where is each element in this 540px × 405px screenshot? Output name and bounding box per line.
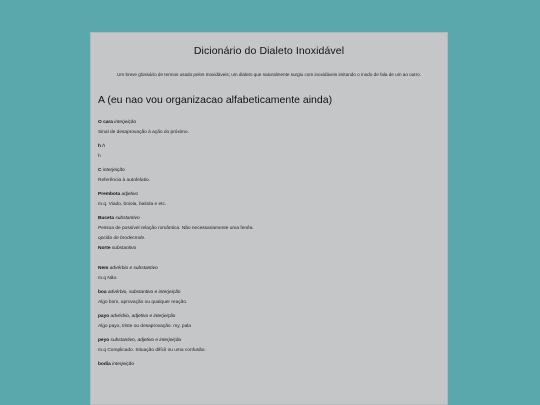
entry-pos: interjeição — [114, 120, 137, 125]
glossary-entry — [98, 314, 440, 330]
entry-word: h — [98, 144, 101, 149]
entry-word: Nem — [98, 266, 109, 271]
glossary-entry — [98, 362, 440, 368]
entry-definition: Referência à autofelatio. — [98, 178, 150, 183]
entry-definition: m.q Complicado. Situação difícil ou uma confusão. — [98, 348, 206, 353]
entry-word: bodia — [98, 362, 111, 367]
entry-example: opcião de brodecmde. — [98, 236, 146, 241]
entry-pos: adjetivo — [121, 192, 139, 197]
entry-definition: Sinal de desaprovação à ação do próximo. — [98, 130, 189, 135]
entry-pos: advérbio e substantivo — [109, 266, 158, 271]
glossary-entry — [98, 192, 440, 208]
entry-word: O cara — [98, 120, 113, 125]
glossary-entry — [98, 290, 440, 306]
page-title: Dicionário do Dialeto Inoxidável — [193, 45, 345, 57]
intro-text: Um breve glossário de termos usado pelos Inoxidáveis; um dialeto que naturalmente surgiu com inoxidáveis imitando o modo de fala de um ao outro. — [117, 72, 421, 77]
entry-definition: Pessoa de possível relação romântica. Não necessariamente uma fenêa. — [98, 226, 254, 231]
glossary-entry — [98, 120, 440, 136]
glossary-entry — [98, 168, 440, 184]
entry-word: Norte — [98, 246, 111, 251]
glossary-entry — [98, 266, 440, 282]
entry-word: peyo — [98, 338, 110, 343]
glossary-entry — [98, 216, 440, 242]
section-heading: A (eu nao vou organizacao alfabeticamente ainda) — [98, 94, 333, 106]
entry-definition: Algo bom, aprovação ou qualquer reação. — [98, 300, 188, 305]
entry-pos: h — [102, 144, 105, 149]
entry-pos: advérbio, substantivo e interjeição — [107, 290, 181, 295]
entry-word: Prembota — [98, 192, 121, 197]
glossary-entry — [98, 144, 440, 160]
entry-word: Buceta — [98, 216, 114, 221]
entry-word: boa — [98, 290, 107, 295]
entry-pos: interjeição — [112, 362, 135, 367]
entry-definition: Algo payo, triste ou desaprovação. my, pala — [98, 324, 191, 329]
entry-definition: m.q. Viado, boiola, baitola e etc. — [98, 202, 167, 207]
entry-pos: interjeição — [102, 168, 125, 173]
entry-definition: m.q Não. — [98, 276, 118, 281]
entry-list — [98, 120, 440, 368]
entry-pos: substantivo — [115, 216, 140, 221]
entry-pos: advérbio, adjetivo e interjeição — [110, 314, 176, 319]
entry-word: C — [98, 168, 102, 173]
glossary-entry — [98, 246, 440, 252]
entry-definition: h — [98, 154, 101, 159]
entry-word: payo — [98, 314, 110, 319]
entry-pos: substantivo — [111, 246, 137, 251]
entry-pos: substantivo, adjetivo e interjeição — [110, 338, 182, 343]
glossary-entry — [98, 338, 440, 354]
glossary-page — [90, 32, 448, 405]
